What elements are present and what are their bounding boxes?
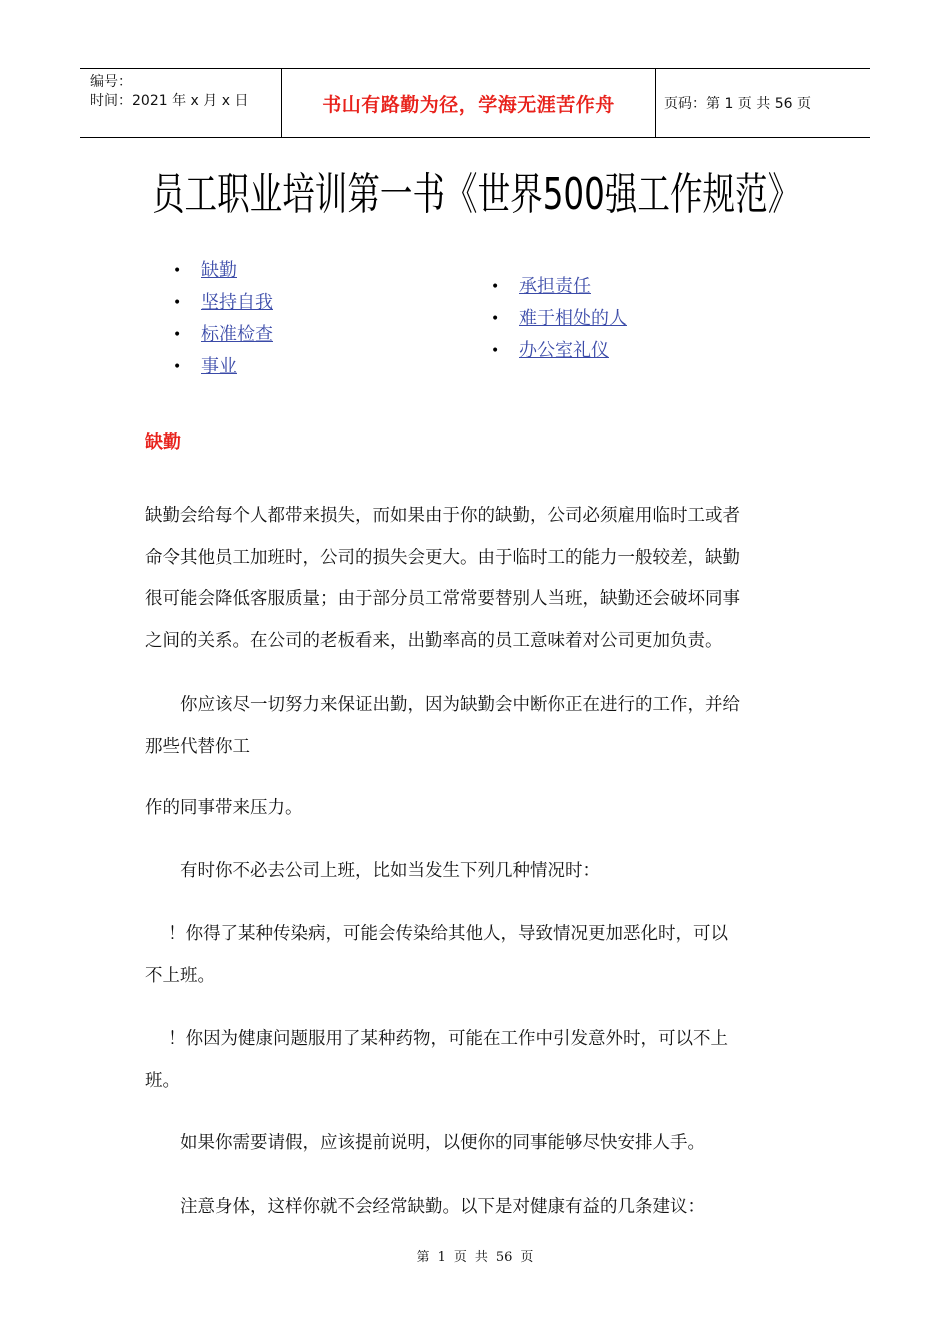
paragraph-6	[145, 1019, 810, 1102]
toc-link[interactable]: 难于相处的人	[519, 308, 627, 329]
text-line: 那些代替你工	[145, 736, 250, 757]
text-line: 作的同事带来压力。	[145, 798, 303, 818]
page-header	[80, 68, 870, 138]
text-line: 不上班。	[145, 965, 215, 986]
paragraph-3	[145, 788, 810, 830]
text-line: ！你得了某种传染病，可能会传染给其他人，导致情况更加恶化时，可以	[145, 924, 729, 944]
toc-item[interactable]	[491, 271, 627, 303]
footer-total-pages: 56	[495, 1250, 513, 1265]
header-meta	[80, 69, 280, 137]
header-page-info: 页码：第 1 页 共 56 页	[664, 96, 811, 112]
toc-link[interactable]: 缺勤	[201, 260, 237, 281]
header-motto: 书山有路勤为径，学海无涯苦作舟	[322, 93, 615, 116]
text-line: 命令其他员工加班时，公司的损失会更大。由于临时工的能力一般较差，缺勤	[145, 547, 740, 568]
toc-link[interactable]: 标准检查	[201, 324, 273, 345]
text-line: 有时你不必去公司上班，比如当发生下列几种情况时：	[145, 861, 600, 881]
bullet-icon: •	[491, 343, 500, 359]
paragraph-4	[145, 851, 810, 893]
toc-column-2	[491, 271, 627, 367]
document-date: 时间：2021 年 x 月 x 日	[90, 93, 249, 109]
footer-ye: 页	[453, 1250, 467, 1265]
document-number: 编号：	[90, 74, 132, 90]
text-line: 班。	[145, 1070, 180, 1091]
bullet-icon: •	[173, 359, 182, 375]
paragraph-2	[145, 685, 810, 768]
text-line: 注意身体，这样你就不会经常缺勤。以下是对健康有益的几条建议：	[145, 1197, 705, 1217]
paragraph-7	[145, 1123, 810, 1165]
toc-link[interactable]: 承担责任	[519, 276, 591, 297]
toc-link[interactable]: 事业	[201, 356, 237, 377]
bullet-icon: •	[491, 279, 500, 295]
toc-column-1	[173, 255, 273, 383]
header-motto-cell	[281, 69, 656, 137]
text-line: 之间的关系。在公司的老板看来，出勤率高的员工意味着对公司更加负责。	[145, 630, 723, 651]
bullet-icon: •	[173, 295, 182, 311]
toc-item[interactable]	[173, 319, 273, 351]
text-line: 如果你需要请假，应该提前说明，以便你的同事能够尽快安排人手。	[145, 1133, 705, 1153]
toc-link[interactable]: 办公室礼仪	[519, 340, 609, 361]
paragraph-1	[145, 496, 810, 662]
paragraph-8	[145, 1187, 810, 1229]
text-line: 你应该尽一切努力来保证出勤，因为缺勤会中断你正在进行的工作，并给	[145, 695, 740, 715]
toc-item[interactable]	[173, 255, 273, 287]
text-line: ！你因为健康问题服用了某种药物，可能在工作中引发意外时，可以不上	[145, 1029, 729, 1049]
bullet-icon: •	[173, 263, 182, 279]
page-footer	[0, 1246, 950, 1265]
footer-gong: 共	[474, 1250, 488, 1265]
footer-page-number: 1	[437, 1250, 446, 1265]
paragraph-5	[145, 914, 810, 997]
toc-item[interactable]	[173, 287, 273, 319]
text-line: 很可能会降低客服质量；由于部分员工常常要替别人当班，缺勤还会破坏同事	[145, 589, 740, 609]
toc-item[interactable]	[491, 303, 627, 335]
toc-item[interactable]	[173, 351, 273, 383]
section-heading: 缺勤	[145, 432, 181, 453]
footer-di: 第	[416, 1250, 430, 1265]
footer-ye: 页	[520, 1250, 534, 1265]
bullet-icon: •	[491, 311, 500, 327]
bullet-icon: •	[173, 327, 182, 343]
text-line: 缺勤会给每个人都带来损失，而如果由于你的缺勤，公司必须雇用临时工或者	[145, 506, 740, 526]
document-title: 员工职业培训第一书《世界500强工作规范》	[152, 169, 801, 220]
toc-link[interactable]: 坚持自我	[201, 292, 273, 313]
toc-item[interactable]	[491, 335, 627, 367]
